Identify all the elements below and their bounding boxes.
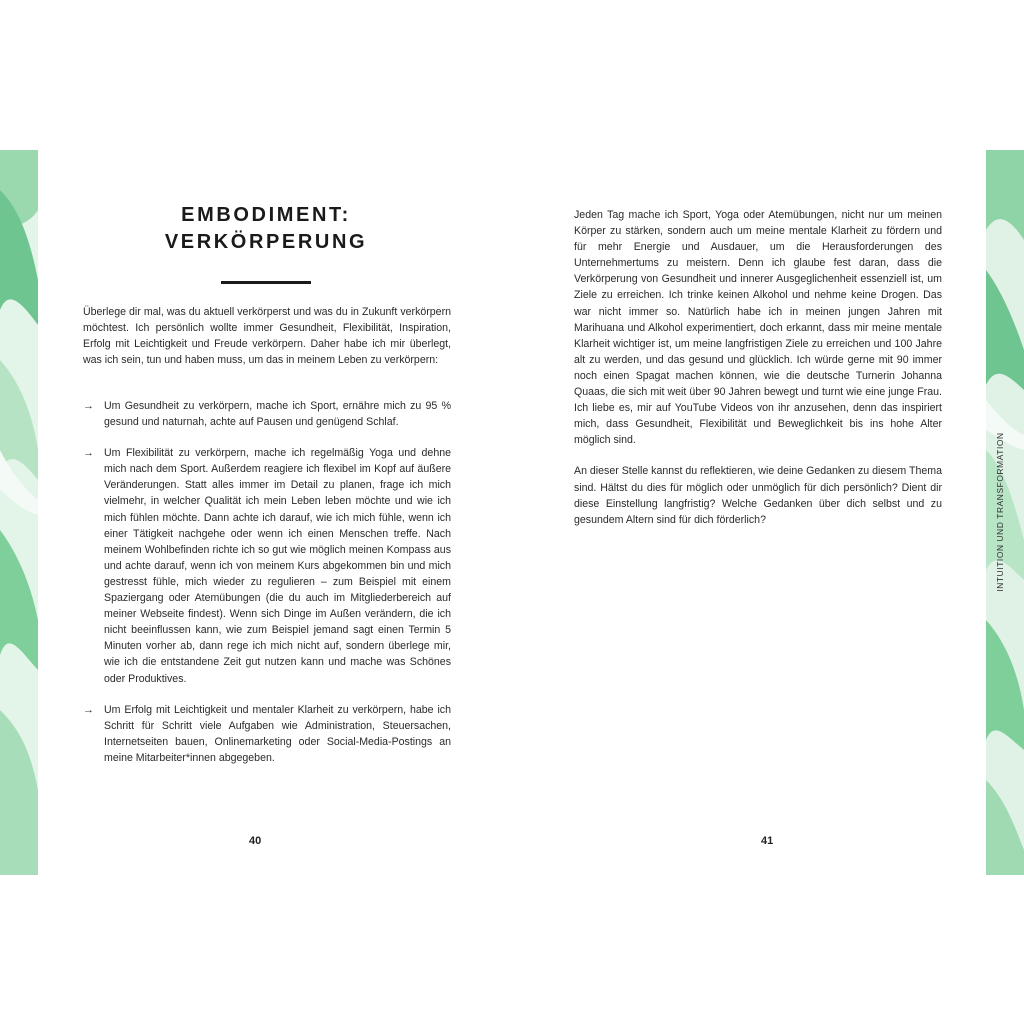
page-number-right: 41	[761, 835, 774, 847]
bullet-item-success	[83, 702, 451, 766]
bullet-text: Um Flexibilität zu verkörpern, mache ich regelmäßig Yoga und dehne mich nach dem Sport. Außerdem reagiere ich flexibel im Kopf auf äußere Veränderungen. Statt alles immer im Detail zu planen, frage ich mich vielmehr, in welcher Qualität ich mein Leben leben möchte und wie ich mich fühlen möchte. Dann achte ich darauf, wie ich mich fühle, wenn ich einer Tätigkeit nachgehe oder wenn ich einen Menschen treffe. Nach meinem Wohlbefinden richte ich so gut wie möglich meinen Kompass aus und achte darauf, wenn ich von meinem Kurs abgekommen bin und mich gestresst fühle, mich wieder zu regulieren – zum Beispiel mit einem Spaziergang oder Atemübungen (die du auch im Mitgliederbereich auf meiner Webseite findest). Wenn sich Dinge im Außen verändern, die ich nicht beeinflussen kann, wie zum Beispiel jemand sagt einen Termin 5 Minuten vorher ab, dann rege ich mich nicht auf, sondern überlege mir, wie ich die entstandene Zeit gut nutzen kann und mache was Schönes oder Produktives.	[104, 447, 451, 685]
paragraph: Jeden Tag mache ich Sport, Yoga oder Atemübungen, nicht nur um meinen Körper zu stärken, sondern auch um meine mentale Klarheit zu fördern und für mehr Energie und Ausdauer, um die Herausforderungen des Unternehmertums zu meistern. Denn ich glaube fest daran, dass die Verkörperung von Gesundheit und innerer Ausgeglichenheit essenziell ist, um Ziele zu erreichen. Ich trinke keinen Alkohol und nehme keine Drogen. Das war nicht immer so. Natürlich habe ich in meinen jungen Jahren mit Marihuana und Alkohol experimentiert, doch erkannt, dass mir meine mentale Klarheit wichtiger ist, um meine langfristigen Ziele zu erreichen und 100 Jahre alt zu werden, und das gesund und glücklich. Ich würde gerne mit 90 immer noch einen Spagat machen können, wie die deutsche Turnerin Johanna Quaas, die sich mit weit über 90 Jahren bewegt und turnt wie eine junge Frau. Ich liebe es, mir auf YouTube Videos von ihr anzusehen, denn das inspiriert mich, dass Gesundheit, Flexibilität und Beweglichkeit bis ins hohe Alter möglich sind.	[574, 209, 942, 447]
bullet-item-health	[83, 398, 451, 430]
chapter-title-line1: EMBODIMENT:	[181, 204, 351, 226]
arrow-right-icon: →	[83, 703, 94, 716]
chapter-title	[83, 202, 449, 256]
right-page	[574, 150, 942, 875]
marble-edge-right	[986, 150, 1024, 875]
intro-paragraph: Überlege dir mal, was du aktuell verkörperst und was du in Zukunft verkörpern möchtest. Ich persönlich wollte immer Gesundheit, Flexibilität, Inspiration, Erfolg mit Leichtigkeit und Freude verkörpern. Daher habe ich mir überlegt, was ich sein, tun und haben muss, um das in meinem Leben zu verkörpern:	[83, 306, 451, 367]
title-divider	[221, 281, 311, 284]
arrow-right-icon: →	[83, 447, 94, 460]
bullet-text: Um Gesundheit zu verkörpern, mache ich Sport, ernähre mich zu 95 % gesund und naturnah, achte auf Pausen und genügend Schlaf.	[104, 400, 451, 429]
bullet-text: Um Erfolg mit Leichtigkeit und mentaler Klarheit zu verkörpern, habe ich Schritt für Schritt viele Aufgaben wie Administration, Steuersachen, Internetseiten bauen, Onlinemarketing oder Social-Media-Postings an meine Mitarbeiter*innen abgegeben.	[104, 703, 451, 764]
bullet-item-flexibility	[83, 445, 451, 686]
running-title-vertical: INTUITION UND TRANSFORMATION	[995, 432, 1005, 592]
right-text-block	[574, 207, 942, 543]
bullet-list	[83, 398, 451, 781]
marble-edge-left	[0, 150, 38, 875]
page-number-left: 40	[249, 835, 262, 847]
left-page	[83, 150, 451, 875]
arrow-right-icon: →	[83, 400, 94, 412]
chapter-title-line2: VERKÖRPERUNG	[164, 231, 368, 253]
paragraph: An dieser Stelle kannst du reflektieren, wie deine Gedanken zu diesem Thema sind. Hältst du dies für möglich oder unmöglich für dich persönlich? Dient dir diese Einstellung langfristig? Welche Gedanken über dich selbst und zu gesundem Altern sind für dich förderlich?	[574, 465, 942, 526]
